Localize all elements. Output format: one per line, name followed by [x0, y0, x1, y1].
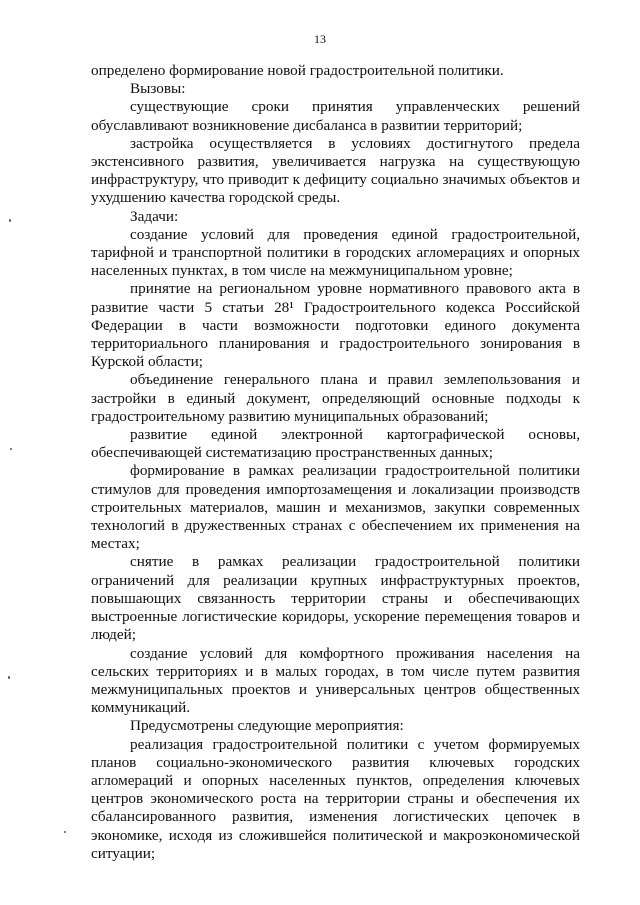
paragraph-task-6: снятие в рамках реализации градостроительной политики ограничений для реализации крупных инфраструктурных проектов, повышающих связанность территории страны и обеспечивающих выстроенные логистические коридоры, ускорение перемещения товаров и людей;	[91, 553, 580, 644]
heading-challenges: Вызовы:	[130, 80, 186, 98]
scan-speck	[10, 448, 12, 450]
heading-tasks: Задачи:	[130, 207, 179, 225]
paragraph-task-4: развитие единой электронной картографической основы, обеспечивающей систематизацию пространственных данных;	[91, 426, 580, 462]
heading-measures: Предусмотрены следующие мероприятия:	[130, 717, 404, 735]
paragraph-task-2: принятие на региональном уровне нормативного правового акта в развитие части 5 статьи 28¹ Градостроительного кодекса Российской Федерации в части возможности подготовки единого документа территориального планирования и градостроительного зонирования в Курской области;	[91, 280, 580, 371]
scan-speck	[9, 219, 11, 222]
scan-speck	[8, 676, 10, 679]
paragraph-challenge-2: застройка осуществляется в условиях достигнутого предела экстенсивного развития, увеличивается нагрузка на существующую инфраструктуру, что приводит к дефициту социально значимых объектов и ухудшению качества городской среды.	[91, 134, 580, 207]
scan-speck	[64, 831, 66, 833]
page-number: 13	[314, 32, 326, 46]
paragraph-challenge-1: существующие сроки принятия управленческих решений обуславливают возникновение дисбаланса в развитии территорий;	[91, 98, 580, 134]
paragraph-task-3: объединение генерального плана и правил землепользования и застройки в единый документ, определяющий основные подходы к градостроительному развитию муниципальных образований;	[91, 371, 580, 425]
document-body	[91, 62, 580, 863]
paragraph-task-1: создание условий для проведения единой градостроительной, тарифной и транспортной политики в городских агломерациях и опорных населенных пунктах, в том числе на межмуниципальном уровне;	[91, 225, 580, 280]
paragraph-continuation: определено формирование новой градостроительной политики.	[91, 62, 504, 79]
paragraph-task-5: формирование в рамках реализации градостроительной политики стимулов для проведения импортозамещения и локализации производств строительных материалов, машин и механизмов, закупки современных технологий в дружественных странах с обеспечением их применения на местах;	[91, 462, 580, 553]
paragraph-task-7: создание условий для комфортного проживания населения на сельских территориях и в малых городах, в том числе путем развития межмуниципальных проектов и универсальных центров общественных коммуникаций.	[91, 644, 580, 717]
paragraph-measure-1: реализация градостроительной политики с учетом формируемых планов социально-экономического развития ключевых городских агломераций и опорных населенных пунктов, определения ключевых центров экономического роста на территории страны и обеспечения их сбалансированного развития, изменения логистических цепочек в экономике, исходя из сложившейся политической и макроэкономической ситуации;	[91, 735, 580, 862]
